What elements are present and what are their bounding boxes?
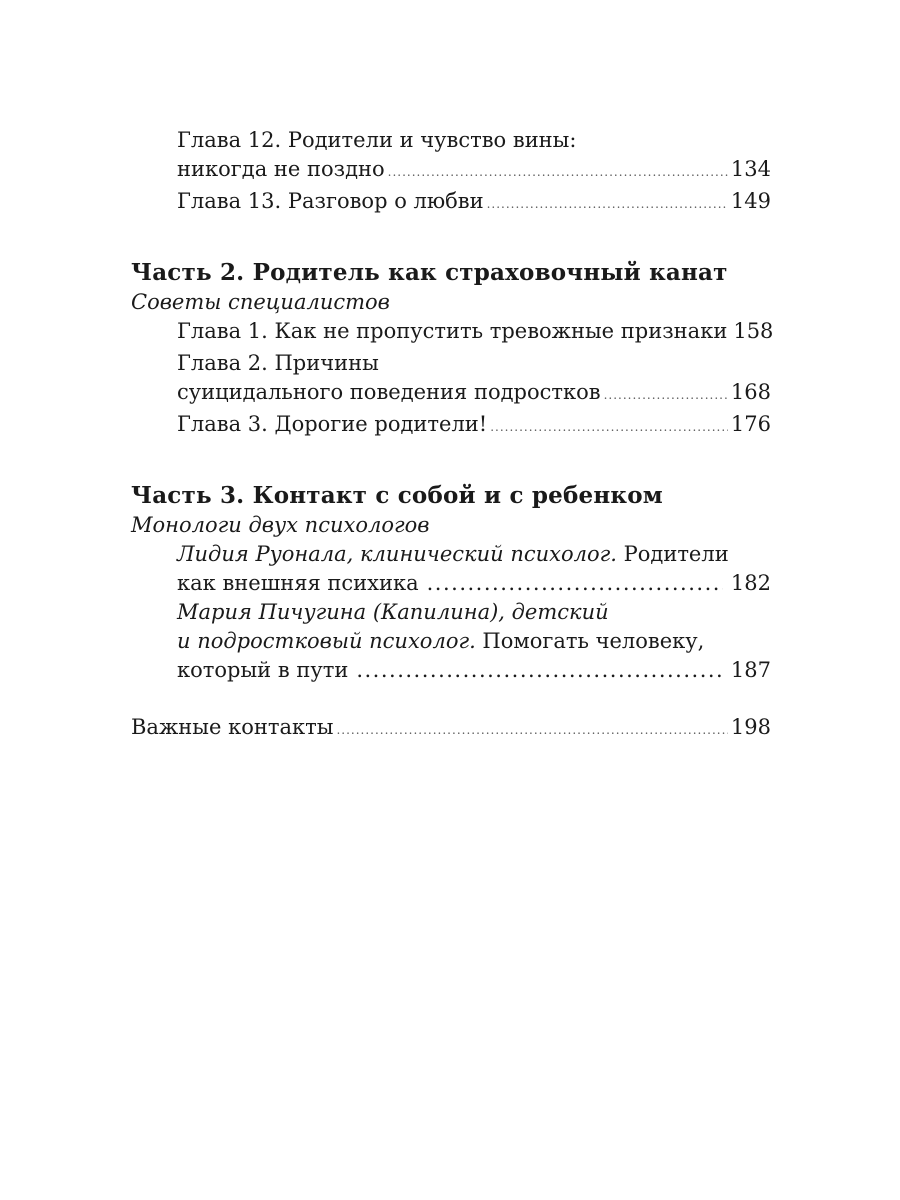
chapter-12-title: Глава 12. Родители и чувство вины:: [177, 128, 577, 152]
table-of-contents: [131, 126, 774, 745]
dot-leader: [388, 158, 728, 187]
dot-leader: [604, 381, 728, 410]
part-2-subtitle: [131, 288, 771, 317]
toc-entry-chapter-12-line-1: [131, 126, 771, 155]
toc-entry-part2-chapter-1[interactable]: [131, 317, 774, 349]
dot-leader: [487, 190, 728, 219]
page-number: 176: [730, 412, 771, 436]
page-number: 149: [730, 189, 771, 213]
dot-leader: [427, 569, 723, 598]
toc-entry-part2-chapter-3[interactable]: [131, 410, 771, 442]
toc-entry-part2-chapter-2-line-1: [131, 349, 771, 378]
part-3-heading: [131, 480, 771, 511]
author-name: Мария Пичугина (Капилина), детский: [177, 600, 609, 624]
item-title: Помогать человеку,: [475, 629, 705, 653]
chapter-13-title: Глава 13. Разговор о любви: [177, 189, 484, 213]
dot-leader: [356, 656, 723, 685]
toc-entry-contacts[interactable]: [131, 713, 771, 745]
part-3-subtitle: [131, 511, 771, 540]
part-3-subtitle-text: Монологи двух психологов: [131, 513, 430, 537]
chapter-title-cont: суицидального поведения подростков: [177, 380, 601, 404]
chapter-12-title-cont: никогда не поздно: [177, 157, 385, 181]
author-role: и подростковый психолог.: [177, 629, 476, 653]
page-number: 187: [730, 658, 771, 682]
toc-entry-part3-item-1-line-2[interactable]: [131, 569, 771, 598]
toc-entry-chapter-13[interactable]: [131, 187, 771, 219]
item-title-cont: который в пути: [177, 658, 349, 682]
author-name: Лидия Руонала, клинический психолог.: [177, 542, 617, 566]
toc-entry-part3-item-1-line-1: [131, 540, 771, 569]
item-title-cont: как внешняя психика: [177, 571, 419, 595]
toc-entry-part3-item-2-line-1: [131, 598, 771, 627]
contacts-title: Важные контакты: [131, 715, 334, 739]
part-3-title: Часть 3. Контакт с собой и с ребенком: [131, 482, 663, 509]
toc-entry-chapter-12-line-2[interactable]: [131, 155, 771, 187]
page-number: 158: [733, 319, 774, 343]
page-number: 168: [730, 380, 771, 404]
part-2-heading: [131, 257, 771, 288]
page-number: 134: [730, 157, 771, 181]
toc-entry-part3-item-2-line-2: [131, 627, 771, 656]
part-2-title: Часть 2. Родитель как страховочный канат: [131, 259, 728, 286]
toc-entry-part3-item-2-line-3[interactable]: [131, 656, 771, 685]
chapter-title: Глава 2. Причины: [177, 351, 379, 375]
page-number: 182: [730, 571, 771, 595]
chapter-title: Глава 3. Дорогие родители!: [177, 412, 488, 436]
toc-entry-part2-chapter-2-line-2[interactable]: [131, 378, 771, 410]
chapter-title: Глава 1. Как не пропустить тревожные признаки: [177, 319, 728, 343]
part-2-subtitle-text: Советы специалистов: [131, 290, 390, 314]
dot-leader: [490, 413, 728, 442]
page-number: 198: [730, 715, 771, 739]
item-title: Родители: [616, 542, 729, 566]
dot-leader: [336, 716, 727, 745]
